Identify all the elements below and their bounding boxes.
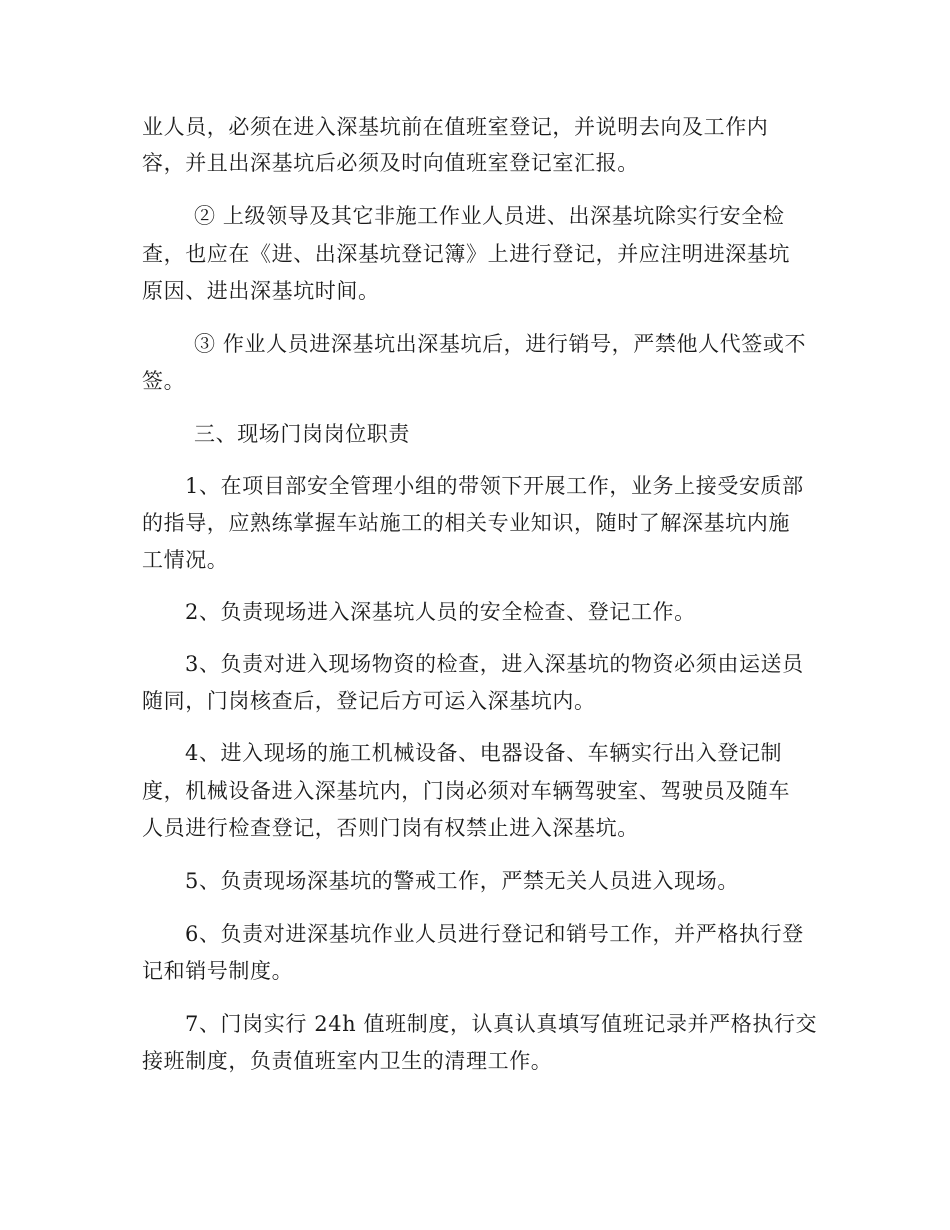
- text-line: 记和销号制度。: [142, 959, 294, 983]
- text-line: 接班制度，负责值班室内卫生的清理工作。: [142, 1049, 553, 1073]
- text-line: ② 上级领导及其它非施工作业人员进、出深基坑除实行安全检: [194, 204, 785, 228]
- text-line: 人员进行检查登记，否则门岗有权禁止进入深基坑。: [142, 816, 639, 840]
- section-heading: 三、现场门岗岗位职责: [194, 422, 410, 446]
- text-line: 的指导，应熟练掌握车站施工的相关专业知识，随时了解深基坑内施: [142, 511, 790, 535]
- text-line: 原因、进出深基坑时间。: [142, 279, 380, 303]
- text-line: 随同，门岗核查后，登记后方可运入深基坑内。: [142, 689, 596, 713]
- text-line: 5、负责现场深基坑的警戒工作，严禁无关人员进入现场。: [185, 869, 739, 893]
- text-line: ③ 作业人员进深基坑出深基坑后，进行销号，严禁他人代签或不: [194, 332, 807, 356]
- text-line: 2、负责现场进入深基坑人员的安全检查、登记工作。: [185, 600, 696, 624]
- text-line: 度，机械设备进入深基坑内，门岗必须对车辆驾驶室、驾驶员及随车: [142, 779, 790, 803]
- text-line: 7、门岗实行 24h 值班制度，认真认真填写值班记录并严格执行交: [185, 1012, 818, 1036]
- text-line: 查，也应在《进、出深基坑登记簿》上进行登记，并应注明进深基坑: [142, 242, 790, 266]
- text-line: 1、在项目部安全管理小组的带领下开展工作，业务上接受安质部: [185, 474, 804, 498]
- text-line: 容，并且出深基坑后必须及时向值班室登记室汇报。: [142, 151, 639, 175]
- text-line: 4、进入现场的施工机械设备、电器设备、车辆实行出入登记制: [185, 741, 783, 765]
- text-line: 签。: [142, 369, 186, 393]
- text-line: 3、负责对进入现场物资的检查，进入深基坑的物资必须由运送员: [185, 652, 804, 676]
- text-line: 工情况。: [142, 548, 229, 572]
- text-line: 6、负责对进深基坑作业人员进行登记和销号工作，并严格执行登: [185, 922, 804, 946]
- text-line: 业人员，必须在进入深基坑前在值班室登记，并说明去向及工作内: [142, 115, 769, 139]
